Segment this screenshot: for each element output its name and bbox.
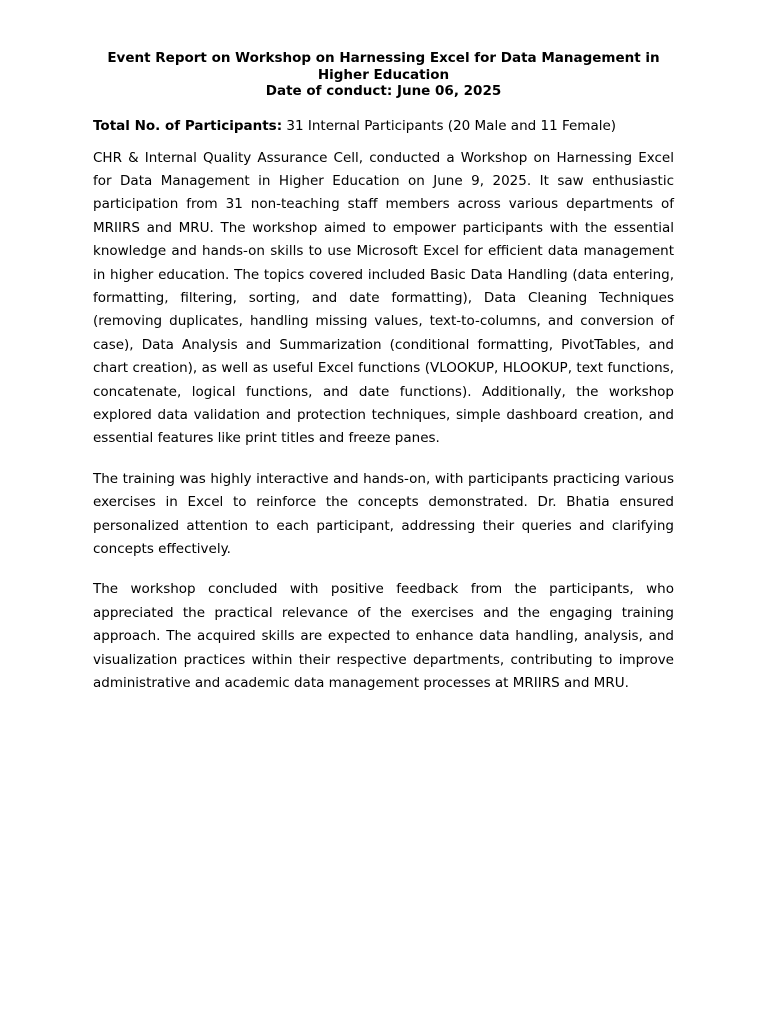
document-page: [93, 50, 674, 695]
participants-line: [93, 117, 674, 135]
paragraph-conclusion: The workshop concluded with positive feedback from the participants, who appreciated the practical relevance of the exercises and the engaging training approach. The acquired skills are expected to enhance data handling, analysis, and visualization practices within their respective departments, contributing to improve administrative and academic data management processes at MRIIRS and MRU.: [93, 581, 674, 692]
participants-value: 31 Internal Participants (20 Male and 11 Female): [282, 117, 617, 134]
paragraph-training: The training was highly interactive and hands-on, with participants practicing various exercises in Excel to reinforce the concepts demonstrated. Dr. Bhatia ensured personalized attention to each participant, addressing their queries and clarifying concepts effectively.: [93, 470, 674, 557]
report-title-main: Event Report on Workshop on Harnessing Excel for Data Management in Higher Education: [107, 50, 660, 83]
report-title: [93, 50, 674, 100]
report-date: Date of conduct: June 06, 2025: [265, 83, 502, 99]
paragraph-overview: CHR & Internal Quality Assurance Cell, conducted a Workshop on Harnessing Excel for Data Management in Higher Education on June 9, 2025. It saw enthusiastic participation from 31 non-teaching staff members across various departments of MRIIRS and MRU. The workshop aimed to empower participants with the essential knowledge and hands-on skills to use Microsoft Excel for efficient data management in higher education. The topics covered included Basic Data Handling (data entering, formatting, filtering, sorting, and date formatting), Data Cleaning Techniques (removing duplicates, handling missing values, text-to-columns, and conversion of case), Data Analysis and Summarization (conditional formatting, PivotTables, and chart creation), as well as useful Excel functions (VLOOKUP, HLOOKUP, text functions, concatenate, logical functions, and date functions). Additionally, the workshop explored data validation and protection techniques, simple dashboard creation, and essential features like print titles and freeze panes.: [93, 149, 674, 447]
participants-label: Total No. of Participants:: [93, 117, 283, 134]
